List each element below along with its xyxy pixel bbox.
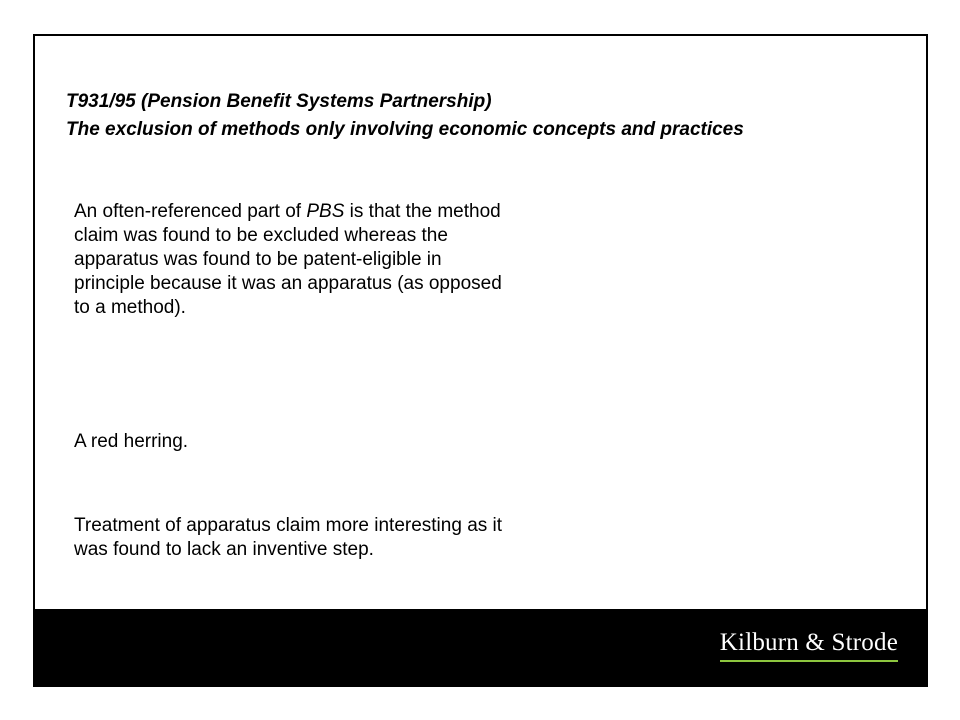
- paragraph-method-vs-apparatus: [74, 200, 504, 320]
- logo-text: Kilburn & Strode: [719, 629, 898, 656]
- paragraph1-emphasis: PBS: [306, 201, 345, 222]
- paragraph-red-herring: A red herring.: [74, 431, 189, 452]
- logo-underline: [720, 660, 898, 662]
- slide: [33, 34, 928, 687]
- slide-title: [66, 88, 744, 144]
- paragraph1-text-before: An often-referenced part of: [74, 201, 307, 222]
- paragraph-inventive-step: Treatment of apparatus claim more interesting as it was found to lack an inventive step.: [74, 515, 503, 560]
- title-line-subject: The exclusion of methods only involving economic concepts and practices: [66, 119, 744, 140]
- paragraph1-text-after: is that the method claim was found to be excluded whereas the apparatus was found to be patent-eligible in principle because it was an apparatus (as opposed to a method).: [74, 201, 502, 318]
- footer-bar: [35, 609, 926, 685]
- title-line-case: T931/95 (Pension Benefit Systems Partnership): [66, 91, 492, 112]
- company-logo: [720, 629, 898, 657]
